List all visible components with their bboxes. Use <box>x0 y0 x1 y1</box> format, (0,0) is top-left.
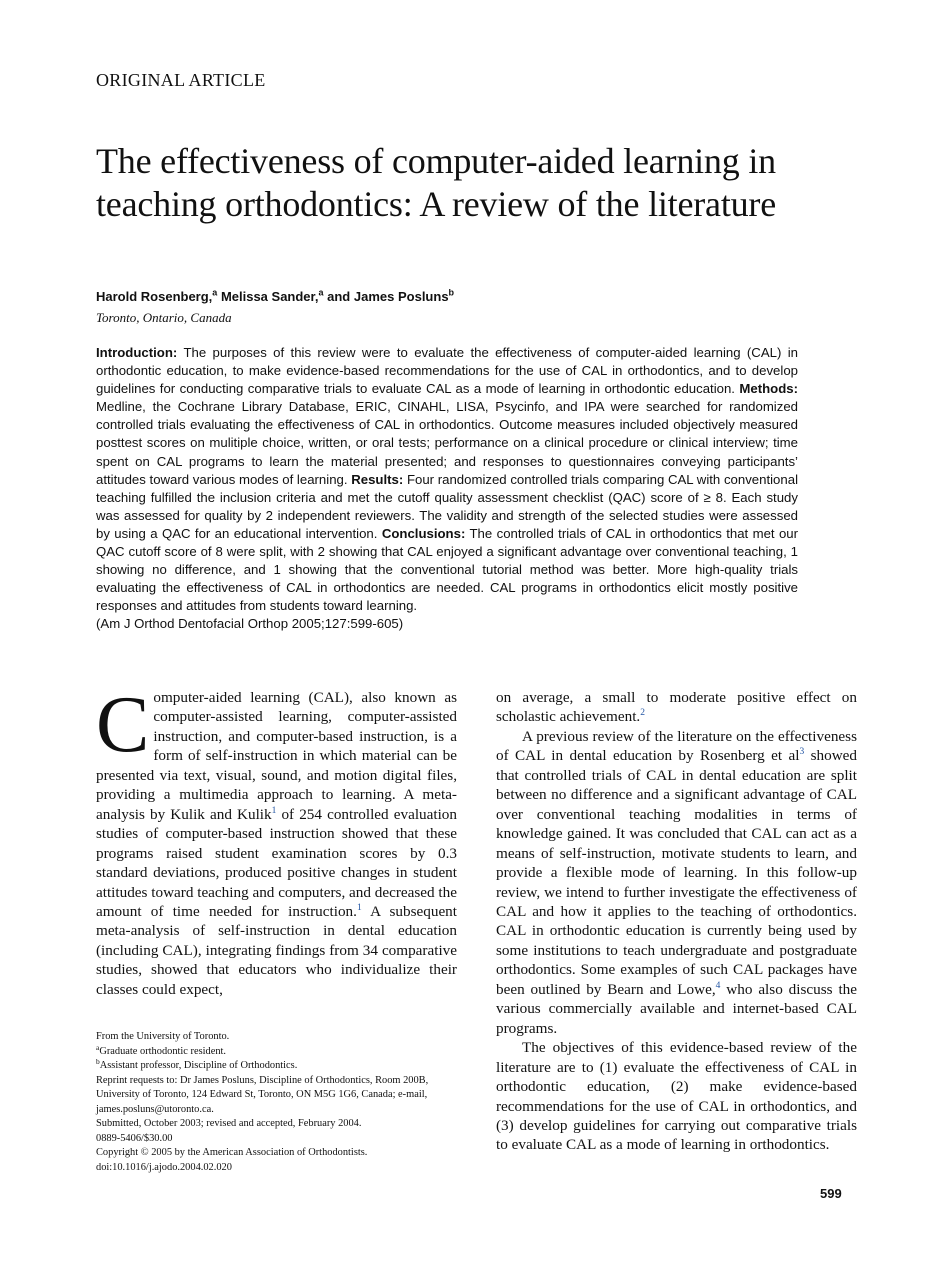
affiliation-mark: b <box>448 287 455 298</box>
abstract <box>96 344 798 634</box>
body-text: of 254 controlled evaluation studies of computer-based instruction showed that these programs raised student examination scores by 0.3 standard deviations, produced positive changes in student attitudes toward teaching and computers, and decreased the amount of time needed for instruction. <box>96 805 457 920</box>
footnote-copyright: Copyright © 2005 by the American Association of Orthodontists. <box>96 1147 368 1158</box>
body-text: on average, a small to moderate positive effect on scholastic achievement. <box>496 689 857 726</box>
abstract-citation: (Am J Orthod Dentofacial Orthop 2005;127:599-605) <box>96 616 404 632</box>
footnote-b <box>96 1059 466 1074</box>
abstract-conclusions-text: The controlled trials of CAL in orthodontics that met our QAC cutoff score of 8 were split, with 2 showing that CAL enjoyed a significant advantage over conventional teaching, 1 showing no difference, and 1 showing that the conventional tutorial method was better. More high-quality trials evaluating the effectiveness of CAL in orthodontics are needed. CAL programs in orthodontics elicit mostly positive responses and attitudes from students toward learning. <box>96 525 799 614</box>
abstract-intro-label: Introduction: <box>96 345 178 360</box>
footnote-email[interactable]: james.posluns@utoronto.ca. <box>96 1103 214 1115</box>
footnotes <box>96 1030 466 1175</box>
abstract-results-label: Results: <box>351 471 404 487</box>
reference-link[interactable]: 3 <box>799 747 805 758</box>
body-text: omputer-aided learning (CAL), also known as computer-assisted learning, computer-assisted instruction, and computer-based instruction, is a form of self-instruction in which material can be presented via text, visual, sound, and motion digital files, providing a multimedia approach to learning. A meta-analysis by Kulik and Kulik <box>96 689 457 823</box>
footnote-institution: From the University of Toronto. <box>96 1031 230 1042</box>
reference-link[interactable]: 1 <box>356 902 362 913</box>
article-title: The effectiveness of computer-aided learning in teaching orthodontics: A review of the literature <box>96 141 776 224</box>
footnote-mark: a <box>96 1042 100 1052</box>
page-number: 599 <box>820 1186 842 1201</box>
footnote-text: Graduate orthodontic resident. <box>99 1045 227 1057</box>
abstract-intro-text: The purposes of this review were to evaluate the effectiveness of computer-aided learning (CAL) in orthodontic education, to make evidence-based recommendations for the use of CAL in orthodontics, and to develop guidelines for conducting comparative trials to evaluate CAL as a mode of learning in orthodontic education. <box>96 345 798 397</box>
body-text: A previous review of the literature on the effectiveness of CAL in dental education by Rosenberg et al <box>496 727 857 765</box>
body-text: A subsequent meta-analysis of self-instruction in dental education (including CAL), integrating findings from 34 comparative studies, showed that educators who individualize their classes could expect, <box>96 902 457 998</box>
body-paragraph <box>496 688 857 727</box>
body-paragraph <box>496 727 857 1038</box>
affiliation-mark: a <box>318 287 324 298</box>
author-conjunction: and <box>327 289 351 304</box>
body-text: who also discuss the various commercially available and internet-based CAL programs. <box>496 980 857 1037</box>
abstract-results-text: Four randomized controlled trials comparing CAL with conventional teaching fulfilled the inclusion criteria and met the cutoff quality assessment checklist (QAC) score of ≥ 8. Each study was assessed for quality by 2 independent reviewers. The validity and strength of the selected studies were assessed by using a QAC for an educational intervention. <box>96 471 798 541</box>
abstract-conclusions-label: Conclusions: <box>381 525 466 541</box>
reference-link[interactable]: 4 <box>715 980 721 991</box>
section-label: ORIGINAL ARTICLE <box>96 70 266 90</box>
footnote-a <box>96 1042 466 1060</box>
footnote-mark: b <box>96 1057 100 1066</box>
author-location: Toronto, Ontario, Canada <box>96 310 232 325</box>
body-paragraph <box>496 1038 857 1155</box>
author-list <box>96 289 454 304</box>
abstract-methods-label: Methods: <box>739 381 798 397</box>
drop-cap: C <box>96 681 150 769</box>
author-name: James Posluns <box>353 289 449 304</box>
body-column-right <box>496 688 857 1155</box>
reference-link[interactable]: 2 <box>640 708 645 719</box>
footnote-text: Assistant professor, Discipline of Orthodontics. <box>99 1060 298 1071</box>
abstract-methods-text: Medline, the Cochrane Library Database, ERIC, CINAHL, LISA, Psycinfo, and IPA were searched for randomized controlled trials evaluating the effectiveness of CAL in orthodontics. Outcome measures included objectively measured posttest scores on mulitiple choice, written, or oral tests; performance on a clinical procedure or clinical interview; time spent on CAL programs to learn the material presented; and responses to questionnaires conveying participants’ attitudes toward various modes of learning. <box>96 399 798 487</box>
body-column-left <box>96 681 457 999</box>
affiliation-mark: a <box>212 287 218 298</box>
footnote-reprint: Reprint requests to: Dr James Posluns, Discipline of Orthodontics, Room 200B, <box>96 1074 429 1086</box>
reference-link[interactable]: 1 <box>271 805 277 816</box>
body-text: showed that controlled trials of CAL in dental education are split between no difference and a significant advantage of CAL over conventional teaching modalities in terms of knowledge gained. It was concluded that CAL can act as a means of self-instruction, motivate students to learn, and provide a flexible mode of learning. In this follow-up review, we intend to further investigate the effectiveness of CAL and how it applies to the teaching of orthodontics. CAL in orthodontic education is currently being used by some institutions to teach undergraduate and postgraduate orthodontics. Some examples of such CAL packages have been outlined by Bearn and Lowe, <box>496 747 857 998</box>
footnote-reprint: University of Toronto, 124 Edward St, Toronto, ON M5G 1G6, Canada; e-mail, <box>96 1089 428 1100</box>
footnote-submitted: Submitted, October 2003; revised and accepted, February 2004. <box>96 1118 362 1129</box>
footnote-issn: 0889-5406/$30.00 <box>96 1132 173 1144</box>
footnote-doi[interactable]: doi:10.1016/j.ajodo.2004.02.020 <box>96 1161 232 1173</box>
author-name: Harold Rosenberg, <box>96 289 213 304</box>
author-name: Melissa Sander, <box>220 289 319 304</box>
body-text: The objectives of this evidence-based review of the literature are to (1) evaluate the effectiveness of CAL in orthodontic education, (2) make evidence-based recommendations for the use of CAL in orthodontics, and (3) develop guidelines for carrying out comparative trials to evaluate CAL as a mode of learning in orthodontics. <box>496 1039 857 1154</box>
